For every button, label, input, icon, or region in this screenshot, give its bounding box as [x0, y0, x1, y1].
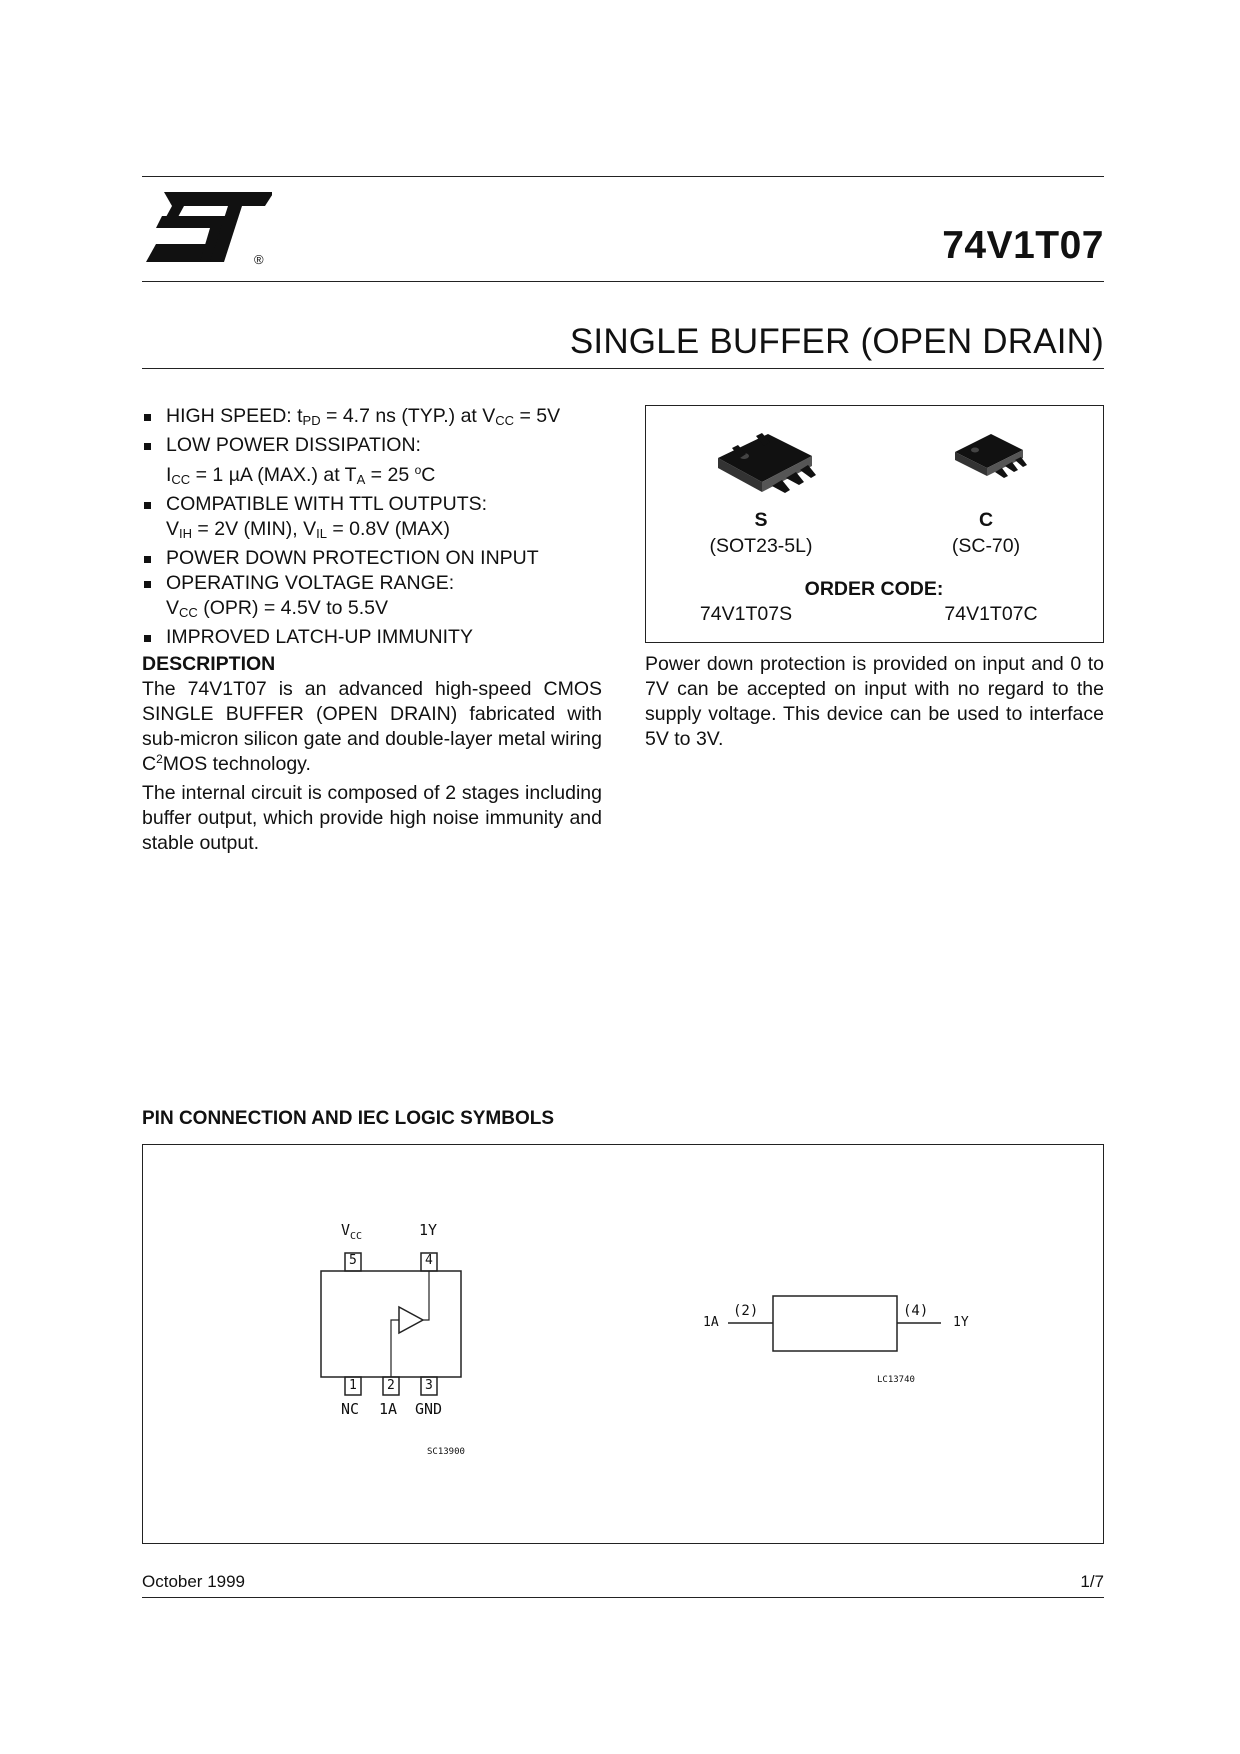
description-paragraph: The 74V1T07 is an advanced high-speed CMOS SINGLE BUFFER (OPEN DRAIN) fabricated with sub-micron silicon gate and double-layer metal wiring $C^2MOS$ technology. — [142, 678, 602, 775]
title-rule — [142, 368, 1104, 369]
pin-1: 1 — [349, 1378, 357, 1393]
pin-4: 4 — [425, 1253, 433, 1268]
package-s-letter: S — [754, 509, 768, 531]
diagram-code-left: SC13900 — [427, 1447, 465, 1457]
package-box — [645, 405, 1104, 643]
package-c-letter: C — [978, 509, 994, 531]
bullet-icon — [144, 443, 151, 450]
iec-input-label: 1A — [703, 1315, 719, 1330]
description — [142, 652, 602, 856]
st-logo — [142, 188, 272, 268]
feature-item: IMPROVED LATCH-UP IMMUNITY — [142, 625, 602, 650]
footer-date: October 1999 — [142, 1572, 246, 1591]
y-label: 1Y — [419, 1221, 438, 1239]
iec-output-pin: (4) — [903, 1303, 929, 1319]
nc-label: NC — [341, 1400, 360, 1418]
pin-section-heading: PIN CONNECTION AND IEC LOGIC SYMBOLS — [142, 1108, 555, 1129]
a-label: 1A — [379, 1400, 398, 1418]
pin-2: 2 — [387, 1378, 395, 1393]
bullet-icon — [144, 556, 151, 563]
feature-item: OPERATING VOLTAGE RANGE: $V_{CC}$ (OPR) = 4.5V to 5.5V — [142, 571, 602, 625]
feature-item: HIGH SPEED: $t_{PD} = 4.7$ ns (TYP.) at $V_{CC} = 5V$ — [142, 404, 602, 433]
footer-page: 1/7 — [1080, 1572, 1104, 1591]
description-paragraph-right: Power down protection is provided on input and 0 to 7V can be accepted on input with no regard to the supply voltage. This device can be used to interface 5V to 3V. — [645, 653, 1104, 750]
page-title: SINGLE BUFFER (OPEN DRAIN) — [569, 322, 1104, 361]
feature-item: LOW POWER DISSIPATION: $I_{CC} = 1$ µA (MAX.) at $T_A = 25$ $^o$C — [142, 433, 602, 492]
bullet-icon — [144, 502, 151, 509]
order-code-label: ORDER CODE: — [804, 578, 944, 600]
pin-5: 5 — [349, 1253, 357, 1268]
gnd-label: GND — [415, 1400, 443, 1418]
bullet-icon — [144, 581, 151, 588]
package-s-name: (SOT23-5L) — [709, 535, 813, 557]
description-paragraph: The internal circuit is composed of 2 stages including buffer output, which provide high noise immunity and stable output. — [142, 782, 602, 854]
st-logo-icon — [142, 188, 272, 268]
bullet-icon — [144, 414, 151, 421]
part-number: 74V1T07 — [942, 224, 1104, 267]
package-c-name: (SC-70) — [951, 535, 1021, 557]
vcc-label: $V_{CC}$ — [341, 1221, 363, 1242]
sot23-package-icon — [710, 428, 820, 504]
iec-output-label: 1Y — [953, 1315, 969, 1330]
diagram-code-right: LC13740 — [877, 1375, 915, 1385]
order-code-c: 74V1T07C — [944, 603, 1038, 625]
top-rule — [142, 176, 1104, 177]
footer-rule — [142, 1597, 1104, 1598]
pin-connection-diagram — [143, 1145, 1103, 1543]
sc70-package-icon — [949, 428, 1029, 488]
feature-item: POWER DOWN PROTECTION ON INPUT — [142, 546, 602, 571]
order-code-s: 74V1T07S — [699, 603, 793, 625]
description-heading: DESCRIPTION — [142, 653, 276, 675]
header-rule — [142, 281, 1104, 282]
iec-input-pin: (2) — [733, 1303, 759, 1319]
bullet-icon — [144, 635, 151, 642]
feature-item: COMPATIBLE WITH TTL OUTPUTS: $V_{IH} = 2V$ (MIN), $V_{IL} = 0.8V$ (MAX) — [142, 492, 602, 546]
pin-diagram-box — [142, 1144, 1104, 1544]
registered-mark: ® — [254, 252, 264, 267]
pin-3: 3 — [425, 1378, 433, 1393]
feature-list — [142, 404, 602, 650]
